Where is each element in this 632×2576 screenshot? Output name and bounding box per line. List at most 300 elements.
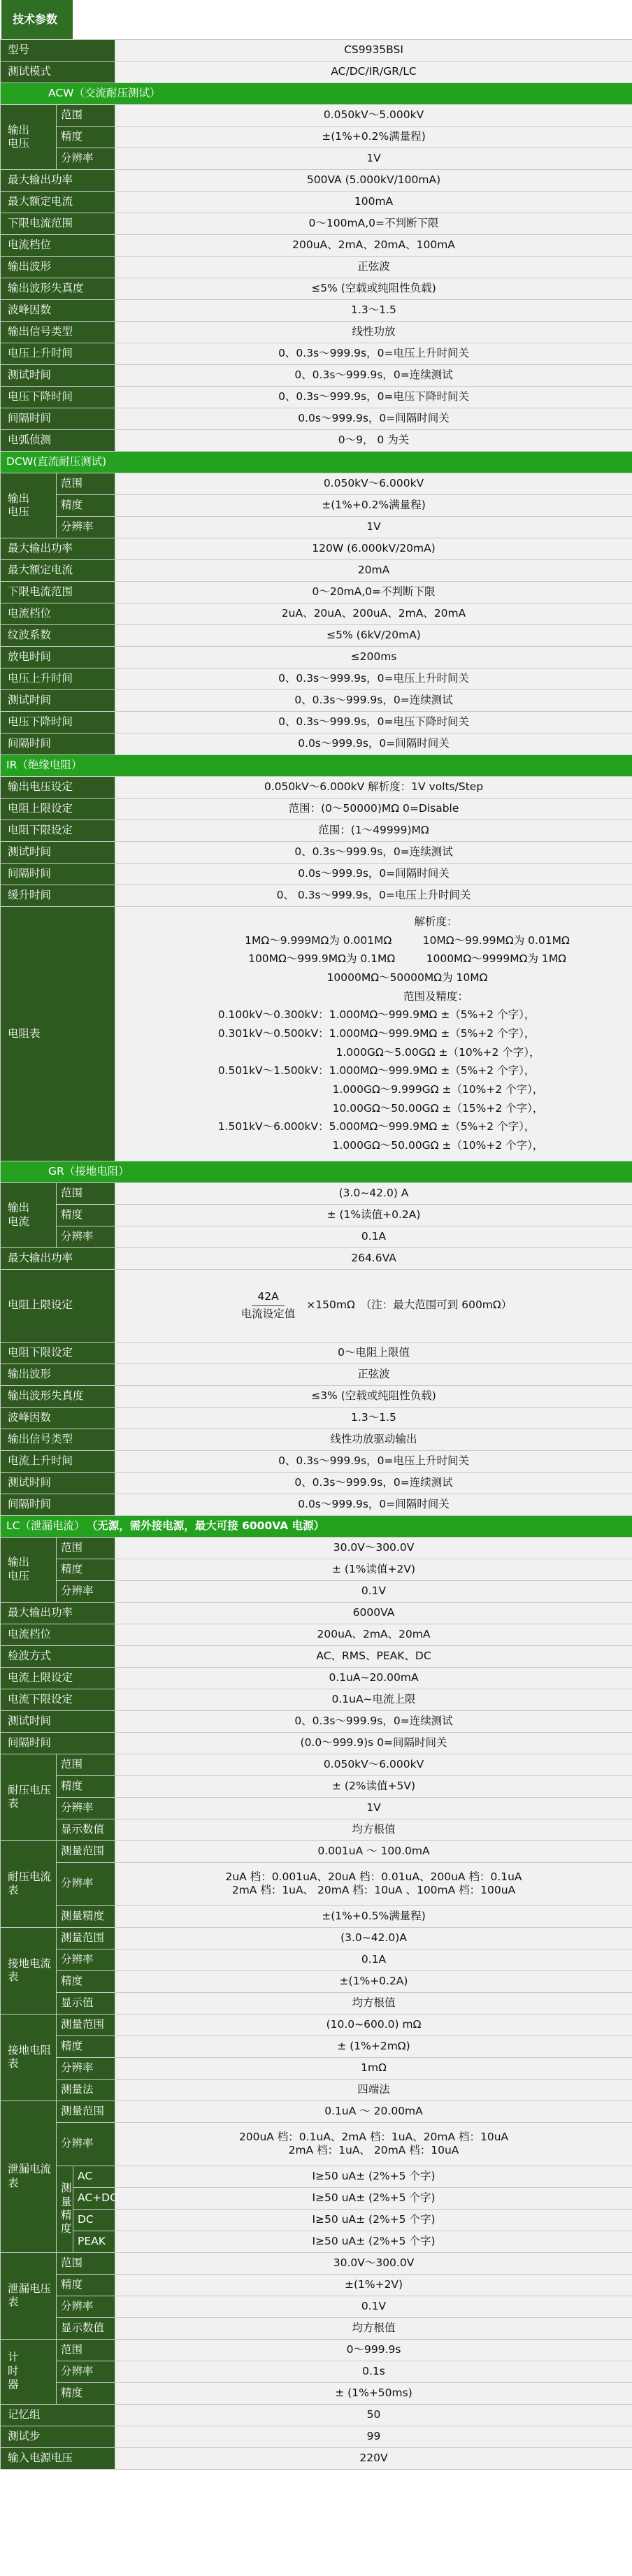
- resistance-spec-line: 0.501kV～1.500kV：1.000MΩ～999.9MΩ ±（5%+2 个字），: [217, 1064, 536, 1078]
- formula-multiplier: ×150mΩ: [306, 1298, 355, 1312]
- group-label: 耐压电流表: [1, 1840, 57, 1927]
- row-label: 间隔时间: [1, 408, 115, 430]
- spec-row: [1, 1226, 632, 1247]
- sub-label: 显示数值: [57, 2317, 115, 2339]
- spec-row: [1, 1905, 632, 1927]
- spec-row: [1, 2057, 632, 2079]
- accuracy-label: 测 量 精 度: [57, 2166, 73, 2252]
- row-value: 0、 0.3s～999.9s，0=电压上升时间关: [115, 885, 632, 907]
- section-header: [1, 755, 632, 777]
- sub-label: 测量范围: [57, 2014, 115, 2035]
- spec-row: [1, 1472, 632, 1494]
- row-value: ± (1%读值+2V): [115, 1559, 632, 1580]
- row-label: 最大输出功率: [1, 1602, 115, 1624]
- section-title: LC（泄漏电流）: [6, 1519, 85, 1532]
- sub-label: 分辨率: [57, 1580, 115, 1602]
- spec-row: [1, 1775, 632, 1797]
- row-value: ±(1%+0.2A): [115, 1970, 632, 1992]
- spec-row: [1, 1862, 632, 1905]
- spec-row: [1, 2014, 632, 2035]
- resistance-spec-line: 1.000GΩ～5.00GΩ ±（10%+2 个字），: [336, 1045, 540, 1059]
- spec-row: [1, 560, 632, 582]
- spec-row: [1, 2296, 632, 2317]
- spec-row: [1, 668, 632, 690]
- resistance-spec-line: 1.501kV～6.000kV：5.000MΩ～999.9MΩ ±（5%+2 个字），: [217, 1120, 536, 1133]
- row-label: 输出波形: [1, 257, 115, 278]
- row-value: AC、RMS、PEAK、DC: [115, 1645, 632, 1667]
- spec-row: [1, 2209, 632, 2231]
- spec-row: [1, 712, 632, 734]
- spec-row: [1, 2404, 632, 2426]
- sub-label: 精度: [57, 127, 115, 148]
- row-label: 测试步: [1, 2426, 115, 2447]
- spec-row: [1, 1689, 632, 1710]
- row-value: (3.0~42.0) A: [115, 1182, 632, 1204]
- row-value: 0.0s～999.9s，0=间隔时间关: [115, 734, 632, 755]
- row-value: 0.1uA~电流上限: [115, 1689, 632, 1710]
- row-value: 正弦波: [115, 1364, 632, 1385]
- group-label: 输出 电流: [1, 1182, 57, 1247]
- row-label: 间隔时间: [1, 734, 115, 755]
- formula-note: （注：最大范围可到 600mΩ）: [360, 1298, 512, 1312]
- spec-row: [1, 2317, 632, 2339]
- fraction: [236, 1290, 301, 1321]
- spec-row: [1, 257, 632, 278]
- sub-label: AC: [73, 2166, 115, 2187]
- spec-row: [1, 452, 632, 473]
- spec-row: [1, 885, 632, 907]
- row-value: 264.6VA: [115, 1247, 632, 1269]
- row-value: 0.1V: [115, 2296, 632, 2317]
- sub-label: 范围: [57, 1182, 115, 1204]
- row-label: 测试模式: [1, 62, 115, 83]
- header-tab: 技术参数: [1, 0, 73, 39]
- row-value: 线性功放: [115, 322, 632, 343]
- spec-row: [1, 582, 632, 603]
- row-value: ≤200ms: [115, 647, 632, 668]
- spec-row: [1, 322, 632, 343]
- row-label: 电弧侦测: [1, 430, 115, 452]
- row-label: 检波方式: [1, 1645, 115, 1667]
- spec-row: [1, 2426, 632, 2447]
- row-value: 1V: [115, 148, 632, 170]
- row-value: 0.050kV～6.000kV 解析度：1V volts/Step: [115, 777, 632, 799]
- sub-label: 测量范围: [57, 1927, 115, 1949]
- row-value: 0、0.3s～999.9s，0=电压上升时间关: [115, 668, 632, 690]
- row-value: ± (1%+2mΩ): [115, 2035, 632, 2057]
- row-value: (0.0～999.9)s 0=间隔时间关: [115, 1732, 632, 1754]
- row-value: 500VA (5.000kV/100mA): [115, 170, 632, 192]
- row-label: 纹波系数: [1, 625, 115, 647]
- row-value: 线性功放驱动输出: [115, 1429, 632, 1450]
- row-value: 0、0.3s～999.9s，0=电压上升时间关: [115, 343, 632, 365]
- row-value: 2uA、20uA、200uA、2mA、20mA: [115, 603, 632, 625]
- sub-label: 测量范围: [57, 2101, 115, 2122]
- row-label: 型号: [1, 40, 115, 62]
- row-value: 1.3～1.5: [115, 1407, 632, 1429]
- row-label: 电压下降时间: [1, 712, 115, 734]
- spec-row: [1, 1819, 632, 1840]
- row-label: 电流档位: [1, 1624, 115, 1645]
- row-label: 最大输出功率: [1, 1247, 115, 1269]
- spec-row: [1, 1645, 632, 1667]
- row-label: 最大额定电流: [1, 192, 115, 213]
- row-value: ±(1%+2V): [115, 2274, 632, 2296]
- row-value: 0.1uA~20.00mA: [115, 1667, 632, 1689]
- row-value: 200uA、2mA、20mA: [115, 1624, 632, 1645]
- row-value: 50: [115, 2404, 632, 2426]
- spec-row: [1, 2361, 632, 2382]
- row-value: 0～电阻上限值: [115, 1342, 632, 1364]
- row-value: ± (2%读值+5V): [115, 1775, 632, 1797]
- row-value: 四端法: [115, 2079, 632, 2101]
- spec-row: [1, 2187, 632, 2209]
- header: [0, 0, 632, 39]
- row-label: 下限电流范围: [1, 582, 115, 603]
- section-title: DCW(直流耐压测试): [6, 455, 107, 468]
- sub-label: 分辨率: [57, 2057, 115, 2079]
- spec-row: [1, 2274, 632, 2296]
- row-value: 0.0s～999.9s，0=间隔时间关: [115, 1494, 632, 1515]
- row-value: (10.0~600.0) mΩ: [115, 2014, 632, 2035]
- spec-row: [1, 1927, 632, 1949]
- spec-row: [1, 907, 632, 1161]
- spec-row: [1, 62, 632, 83]
- row-label: 电流下限设定: [1, 1689, 115, 1710]
- row-value: ±(1%+0.2%满量程): [115, 127, 632, 148]
- spec-row: [1, 755, 632, 777]
- spec-row: [1, 1602, 632, 1624]
- row-label: 电压上升时间: [1, 343, 115, 365]
- row-value: ±(1%+0.5%满量程): [115, 1905, 632, 1927]
- sub-label: 精度: [57, 1204, 115, 1226]
- spec-row: [1, 408, 632, 430]
- spec-row: [1, 625, 632, 647]
- spec-row: [1, 1342, 632, 1364]
- spec-row: [1, 1269, 632, 1342]
- row-label: 电阻下限设定: [1, 1342, 115, 1364]
- spec-row: [1, 387, 632, 408]
- row-value: 0、0.3s～999.9s，0=连续测试: [115, 1710, 632, 1732]
- spec-row: [1, 1494, 632, 1515]
- sub-label: 分辨率: [57, 2296, 115, 2317]
- row-value: ±(1%+0.2%满量程): [115, 495, 632, 517]
- spec-row: [1, 1407, 632, 1429]
- spec-row: [1, 1537, 632, 1559]
- sub-label: PEAK: [73, 2231, 115, 2252]
- sub-label: 分辨率: [57, 1797, 115, 1819]
- formula-numerator: 42A: [252, 1290, 284, 1305]
- row-value: 100mA: [115, 192, 632, 213]
- sub-label: 分辨率: [57, 2122, 115, 2166]
- row-value: AC/DC/IR/GR/LC: [115, 62, 632, 83]
- spec-row: [1, 40, 632, 62]
- resistance-spec-line: 0.301kV～0.500kV：1.000MΩ～999.9MΩ ±（5%+2 个字），: [217, 1026, 536, 1040]
- row-value: I≥50 uA± (2%+5 个字): [115, 2166, 632, 2187]
- group-label: 输出 电压: [1, 105, 57, 170]
- spec-row: [1, 430, 632, 452]
- resistance-spec-line: 0.100kV～0.300kV：1.000MΩ～999.9MΩ ±（5%+2 个字），: [217, 1008, 536, 1022]
- row-value: ≤5% (空载或纯阻性负载): [115, 278, 632, 300]
- row-label: 下限电流范围: [1, 213, 115, 235]
- group-label: 接地电流表: [1, 1927, 57, 2014]
- spec-row: [1, 213, 632, 235]
- row-label: 输出信号类型: [1, 1429, 115, 1450]
- spec-row: [1, 842, 632, 864]
- row-label: 电压上升时间: [1, 668, 115, 690]
- spec-row: [1, 1559, 632, 1580]
- row-value: I≥50 uA± (2%+5 个字): [115, 2231, 632, 2252]
- row-value: ± (1%+50ms): [115, 2382, 632, 2404]
- resistance-spec-line: 10000MΩ～50000MΩ为 10MΩ: [326, 971, 488, 984]
- row-label: 输出波形: [1, 1364, 115, 1385]
- row-value: 220V: [115, 2447, 632, 2469]
- formula-denominator: 电流设定值: [240, 1307, 296, 1320]
- row-label: 测试时间: [1, 1472, 115, 1494]
- row-value: 范围：(1～49999)MΩ: [115, 820, 632, 842]
- spec-row: [1, 2447, 632, 2469]
- row-label: 电流档位: [1, 603, 115, 625]
- spec-row: [1, 1429, 632, 1450]
- row-value: 0～20mA,0=不判断下限: [115, 582, 632, 603]
- spec-row: [1, 864, 632, 885]
- spec-row: [1, 1450, 632, 1472]
- row-value: 均方根值: [115, 1819, 632, 1840]
- formula: [236, 1290, 512, 1321]
- section-note: （无源，需外接电源，最大可接 6000VA 电源）: [92, 1519, 325, 1532]
- sub-label: 精度: [57, 495, 115, 517]
- row-value: I≥50 uA± (2%+5 个字): [115, 2187, 632, 2209]
- spec-row: [1, 1624, 632, 1645]
- spec-row: [1, 1970, 632, 1992]
- row-label: 波峰因数: [1, 1407, 115, 1429]
- spec-row: [1, 538, 632, 560]
- row-label: 输出波形失真度: [1, 278, 115, 300]
- section-header: [1, 1515, 632, 1537]
- row-value: 0.1s: [115, 2361, 632, 2382]
- row-value: 0.001uA ～ 100.0mA: [115, 1840, 632, 1862]
- spec-row: [1, 1247, 632, 1269]
- row-label: 最大输出功率: [1, 170, 115, 192]
- sub-label: 测量范围: [57, 1840, 115, 1862]
- sub-label: 范围: [57, 105, 115, 127]
- resistance-spec-line: 范围及精度：: [403, 989, 469, 1003]
- resistance-spec-line: 10.00GΩ～50.00GΩ ±（15%+2 个字），: [332, 1101, 544, 1115]
- row-value: 范围：(0～50000)MΩ 0=Disable: [115, 799, 632, 820]
- section-title: IR（绝缘电阻）: [6, 759, 82, 772]
- sub-label: 分辨率: [57, 2361, 115, 2382]
- sub-label: 分辨率: [57, 517, 115, 538]
- sub-label: 分辨率: [57, 148, 115, 170]
- row-value: 0～9， 0 为关: [115, 430, 632, 452]
- row-value: 0、0.3s～999.9s，0=连续测试: [115, 1472, 632, 1494]
- resistance-spec-line: 1.000GΩ～9.999GΩ ±（10%+2 个字），: [332, 1082, 544, 1096]
- spec-row: [1, 2079, 632, 2101]
- spec-row: [1, 127, 632, 148]
- section-title: ACW（交流耐压测试）: [48, 87, 161, 100]
- row-value: 99: [115, 2426, 632, 2447]
- row-label: 输出信号类型: [1, 322, 115, 343]
- resistance-spec: [115, 907, 632, 1161]
- row-label: 电阻上限设定: [1, 799, 115, 820]
- row-value: 0、0.3s～999.9s，0=电压上升时间关: [115, 1450, 632, 1472]
- row-label: 放电时间: [1, 647, 115, 668]
- spec-row: [1, 1732, 632, 1754]
- row-value: 2uA 档：0.001uA、20uA 档：0.01uA、200uA 档：0.1uA 2mA 档：1uA、 20mA 档：10uA 、100mA 档：100uA: [115, 1862, 632, 1905]
- spec-table: [0, 39, 632, 2470]
- spec-row: [1, 1992, 632, 2014]
- row-value: 0.050kV～5.000kV: [115, 105, 632, 127]
- sub-label: 测量法: [57, 2079, 115, 2101]
- sub-label: 测量精度: [57, 1905, 115, 1927]
- row-label: 间隔时间: [1, 864, 115, 885]
- spec-row: [1, 1515, 632, 1537]
- spec-row: [1, 603, 632, 625]
- row-label: 测试时间: [1, 1710, 115, 1732]
- spec-row: [1, 473, 632, 495]
- sub-label: 精度: [57, 2382, 115, 2404]
- group-label: 接地电阻表: [1, 2014, 57, 2101]
- spec-row: [1, 495, 632, 517]
- sub-label: 精度: [57, 1775, 115, 1797]
- sub-label: AC+DC: [73, 2187, 115, 2209]
- spec-row: [1, 300, 632, 322]
- row-value: 0～999.9s: [115, 2339, 632, 2361]
- row-value: 0～100mA,0=不判断下限: [115, 213, 632, 235]
- row-value: 0.0s～999.9s，0=间隔时间关: [115, 864, 632, 885]
- spec-row: [1, 2339, 632, 2361]
- row-value: 0、0.3s～999.9s，0=电压下降时间关: [115, 712, 632, 734]
- row-value: 均方根值: [115, 2317, 632, 2339]
- spec-row: [1, 2166, 632, 2187]
- spec-row: [1, 799, 632, 820]
- spec-row: [1, 1797, 632, 1819]
- row-value: 6000VA: [115, 1602, 632, 1624]
- spec-row: [1, 105, 632, 127]
- spec-row: [1, 83, 632, 105]
- resistance-spec-line: 1.000GΩ～50.00GΩ ±（10%+2 个字），: [332, 1138, 544, 1152]
- spec-row: [1, 170, 632, 192]
- row-value: ≤3% (空载或纯阻性负载): [115, 1385, 632, 1407]
- spec-row: [1, 365, 632, 387]
- spec-row: [1, 1667, 632, 1689]
- row-label: 缓升时间: [1, 885, 115, 907]
- row-label: 测试时间: [1, 690, 115, 712]
- row-value: 0、0.3s～999.9s，0=连续测试: [115, 690, 632, 712]
- spec-row: [1, 1161, 632, 1182]
- group-label: 输出 电压: [1, 473, 57, 538]
- spec-row: [1, 820, 632, 842]
- row-value: 1V: [115, 517, 632, 538]
- section-header: [1, 452, 632, 473]
- section-title: GR（接地电阻）: [48, 1164, 129, 1178]
- sub-label: DC: [73, 2209, 115, 2231]
- spec-row: [1, 2101, 632, 2122]
- row-label: 输出电压设定: [1, 777, 115, 799]
- row-value: 0.1A: [115, 1949, 632, 1970]
- row-value: 20mA: [115, 560, 632, 582]
- row-value: 200uA 档：0.1uA、2mA 档：1uA、20mA 档：10uA 2mA 档：1uA、 20mA 档：10uA: [115, 2122, 632, 2166]
- sub-label: 精度: [57, 1559, 115, 1580]
- row-value: 正弦波: [115, 257, 632, 278]
- row-value: 0、0.3s～999.9s，0=连续测试: [115, 842, 632, 864]
- row-value: 0、0.3s～999.9s，0=电压下降时间关: [115, 387, 632, 408]
- row-value: 30.0V～300.0V: [115, 1537, 632, 1559]
- spec-row: [1, 1580, 632, 1602]
- spec-row: [1, 343, 632, 365]
- sub-label: 范围: [57, 2252, 115, 2274]
- group-label: 输出 电压: [1, 1537, 57, 1602]
- row-value: 120W (6.000kV/20mA): [115, 538, 632, 560]
- section-header: [1, 1161, 632, 1182]
- row-value: 200uA、2mA、20mA、100mA: [115, 235, 632, 257]
- row-label: 电阻下限设定: [1, 820, 115, 842]
- spec-row: [1, 278, 632, 300]
- sub-label: 分辨率: [57, 1949, 115, 1970]
- spec-row: [1, 2252, 632, 2274]
- sub-label: 范围: [57, 2339, 115, 2361]
- row-label: 电流档位: [1, 235, 115, 257]
- row-label: 电流上限设定: [1, 1667, 115, 1689]
- spec-row: [1, 517, 632, 538]
- row-value: 0.050kV～6.000kV: [115, 1754, 632, 1775]
- row-value: 0.1uA ～ 20.00mA: [115, 2101, 632, 2122]
- spec-row: [1, 2382, 632, 2404]
- spec-row: [1, 777, 632, 799]
- row-value: (3.0~42.0)A: [115, 1927, 632, 1949]
- spec-row: [1, 1840, 632, 1862]
- row-value: ± (1%读值+0.2A): [115, 1204, 632, 1226]
- resistance-spec-line: 100MΩ～999.9MΩ为 0.1MΩ 1000MΩ～9999MΩ为 1MΩ: [248, 952, 566, 966]
- row-value: 1V: [115, 1797, 632, 1819]
- row-value: 0.1V: [115, 1580, 632, 1602]
- row-label: 间隔时间: [1, 1732, 115, 1754]
- spec-row: [1, 690, 632, 712]
- row-value: I≥50 uA± (2%+5 个字): [115, 2209, 632, 2231]
- sub-label: 显示数值: [57, 1819, 115, 1840]
- row-value: 均方根值: [115, 1992, 632, 2014]
- group-label: 计 时 器: [1, 2339, 57, 2404]
- sub-label: 显示值: [57, 1992, 115, 2014]
- row-label: 输入电源电压: [1, 2447, 115, 2469]
- row-label: 输出波形失真度: [1, 1385, 115, 1407]
- row-label: 间隔时间: [1, 1494, 115, 1515]
- spec-row: [1, 1364, 632, 1385]
- group-label: 耐压电压表: [1, 1754, 57, 1840]
- spec-row: [1, 192, 632, 213]
- row-label: 测试时间: [1, 842, 115, 864]
- row-value: 1.3～1.5: [115, 300, 632, 322]
- spec-row: [1, 1182, 632, 1204]
- sub-label: 范围: [57, 1537, 115, 1559]
- row-label: 最大额定电流: [1, 560, 115, 582]
- spec-row: [1, 1710, 632, 1732]
- spec-row: [1, 2122, 632, 2166]
- row-label: 电流上升时间: [1, 1450, 115, 1472]
- spec-row: [1, 1754, 632, 1775]
- spec-row: [1, 734, 632, 755]
- resistance-spec-line: 解析度：: [414, 915, 458, 928]
- sub-label: 范围: [57, 473, 115, 495]
- sub-label: 精度: [57, 2035, 115, 2057]
- spec-row: [1, 1204, 632, 1226]
- spec-row: [1, 1949, 632, 1970]
- resistance-limit-formula: [115, 1269, 632, 1342]
- row-value: 0.050kV～6.000kV: [115, 473, 632, 495]
- group-label: 泄漏电流表: [1, 2101, 57, 2252]
- sub-label: 精度: [57, 1970, 115, 1992]
- row-value: CS9935BSI: [115, 40, 632, 62]
